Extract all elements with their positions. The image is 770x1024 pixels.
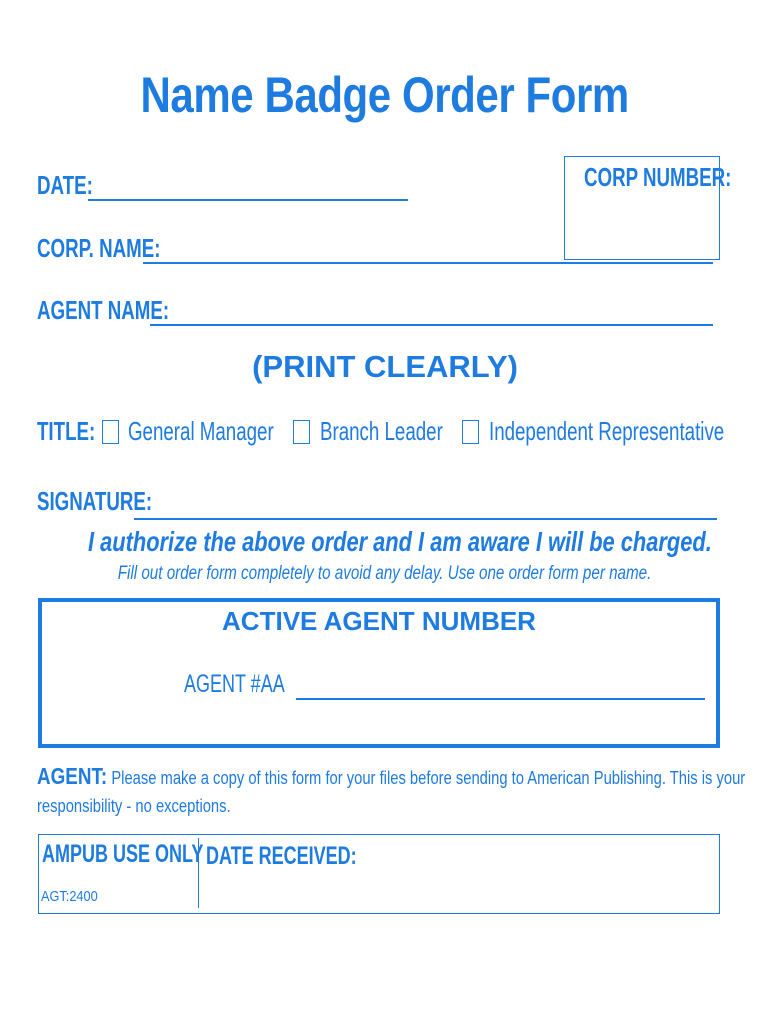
agent-number-field[interactable] xyxy=(296,698,705,700)
corp-name-field[interactable] xyxy=(143,262,713,264)
independent-representative-checkbox[interactable] xyxy=(462,420,479,444)
branch-leader-checkbox[interactable] xyxy=(293,420,310,444)
independent-representative-option: Independent Representative xyxy=(489,416,725,446)
branch-leader-option: Branch Leader xyxy=(320,416,443,446)
form-title: Name Badge Order Form xyxy=(140,67,630,123)
signature-label: SIGNATURE: xyxy=(37,486,153,516)
agent-number-label: AGENT #AA xyxy=(184,670,285,698)
agent-notice-label: AGENT: xyxy=(37,763,108,789)
agent-code: AGT:2400 xyxy=(41,888,98,905)
general-manager-checkbox[interactable] xyxy=(102,420,119,444)
agent-name-label: AGENT NAME: xyxy=(37,295,170,325)
title-label: TITLE: xyxy=(37,416,96,446)
date-field[interactable] xyxy=(88,199,408,201)
corp-name-label: CORP. NAME: xyxy=(37,233,161,263)
active-agent-heading: ACTIVE AGENT NUMBER xyxy=(222,606,536,636)
agent-notice-line1: Please make a copy of this form for your files before sending to American Publishing. This is your xyxy=(111,768,746,788)
agent-notice xyxy=(37,762,746,820)
date-received-label: DATE RECEIVED: xyxy=(206,842,357,870)
date-label: DATE: xyxy=(37,170,93,200)
instruction-text: Fill out order form completely to avoid any delay. Use one order form per name. xyxy=(118,563,652,584)
corp-number-label: CORP NUMBER: xyxy=(584,162,732,192)
agent-name-field[interactable] xyxy=(150,324,713,326)
print-clearly-note: (PRINT CLEARLY) xyxy=(252,349,518,384)
signature-field[interactable] xyxy=(134,518,717,520)
general-manager-option: General Manager xyxy=(128,416,274,446)
authorization-statement: I authorize the above order and I am aware I will be charged. xyxy=(87,526,712,557)
agent-notice-line2: responsibility - no exceptions. xyxy=(37,796,231,816)
office-use-label: AMPUB USE ONLY xyxy=(42,840,204,868)
